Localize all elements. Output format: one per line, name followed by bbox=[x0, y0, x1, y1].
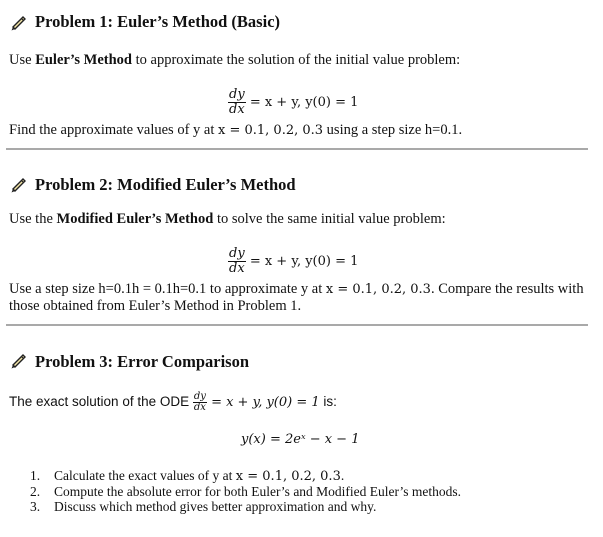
problem-3-title: Problem 3: Error Comparison bbox=[35, 352, 250, 371]
list-item: 2. Compute the absolute error for both Euler’s and Modified Euler’s methods. bbox=[30, 484, 462, 499]
section-divider bbox=[6, 148, 588, 150]
problem-1-intro: Use Euler’s Method to approximate the solution of the initial value problem: bbox=[9, 52, 461, 68]
section-divider bbox=[6, 324, 588, 326]
problem-2-title: Problem 2: Modified Euler’s Method bbox=[35, 175, 296, 194]
list-item: 1. Calculate the exact values of y at x = 0.1, 0.2, 0.3. bbox=[30, 468, 345, 484]
problem-2-intro: Use the Modified Euler’s Method to solve the same initial value problem: bbox=[9, 211, 446, 227]
pencil-icon bbox=[8, 12, 28, 32]
task-list bbox=[30, 468, 461, 514]
pencil-icon bbox=[8, 350, 28, 370]
problem-2-step-line: Use a step size h=0.1h = 0.1h=0.1 to approximate y at x = 0.1, 0.2, 0.3. Compare the results with bbox=[9, 281, 584, 297]
pencil-icon bbox=[8, 174, 28, 194]
problem-2-equation: $\frac{dy}{dx}$ = x + y, y(0) = 1 bbox=[229, 246, 359, 276]
exact-solution: y(x) = 2eˣ − x − 1 bbox=[241, 432, 360, 447]
list-item: 3. Discuss which method gives better approximation and why. bbox=[30, 499, 377, 514]
problem-1-title: Problem 1: Euler’s Method (Basic) bbox=[35, 12, 281, 31]
problem-1-find: Find the approximate values of y at x = 0.1, 0.2, 0.3 using a step size h=0.1. bbox=[9, 122, 463, 138]
problem-2-compare-line: those obtained from Euler’s Method in Problem 1. bbox=[9, 298, 302, 314]
problem-1-equation: $\frac{dy}{dx}$ = x + y, y(0) = 1 bbox=[229, 87, 359, 117]
problem-3-intro: The exact solution of the ODE $\frac{dy}{dx}$ = x + y, y(0) = 1 is: bbox=[9, 391, 337, 413]
